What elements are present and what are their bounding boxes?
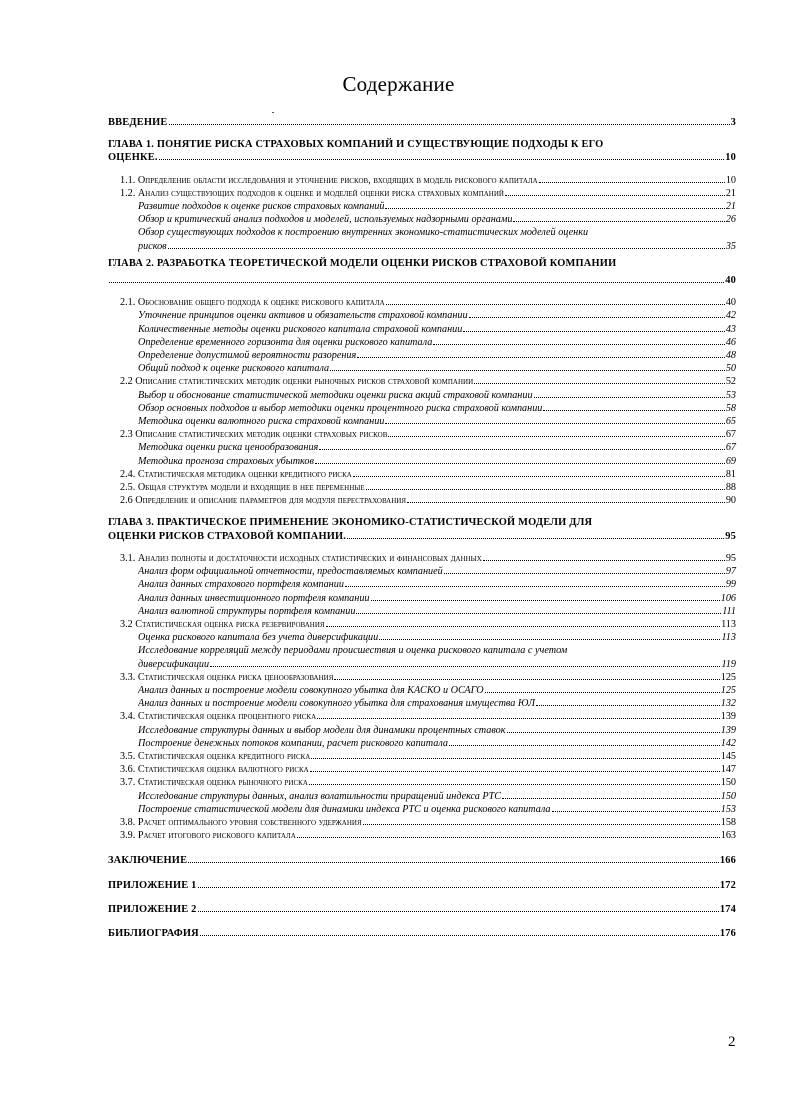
toc-section-1-1[interactable]: 1.1. Определение области исследования и уточнение рисков, входящих в модель рискового капитала 10: [120, 174, 736, 186]
toc-section-3-7[interactable]: 3.7. Статистическая оценка рыночного риска 150: [120, 777, 736, 789]
toc-subsection-1-2-b[interactable]: Обзор и критический анализ подходов и моделей, используемых надзорными органами 26: [138, 214, 736, 226]
toc-subsection-2-1-c[interactable]: Определение временного горизонта для оценки рискового капитала 46: [138, 336, 736, 348]
toc-subsection-3-4-a[interactable]: Исследование структуры данных и выбор модели для динамики процентных ставок 139: [138, 724, 736, 736]
toc-chapter-1-line1[interactable]: ГЛАВА 1. ПОНЯТИЕ РИСКА СТРАХОВЫХ КОМПАНИЙ И СУЩЕСТВУЮЩИЕ ПОДХОДЫ К ЕГО: [108, 139, 604, 151]
toc-section-2-6[interactable]: 2.6 Определение и описание параметров для модуля перестрахования 90: [120, 495, 736, 507]
toc-subsection-3-3-b[interactable]: Анализ данных и построение модели совокупного убытка для страхования имущества ЮЛ 132: [138, 698, 736, 710]
toc-subsection-2-1-d[interactable]: Определение допустимой вероятности разорения 48: [138, 350, 736, 362]
toc-subsection-2-1-a[interactable]: Уточнение принципов оценки активов и обязательств страховой компании 42: [138, 310, 736, 322]
toc-subsection-3-1-b[interactable]: Анализ данных страхового портфеля компании 99: [138, 579, 736, 591]
toc-section-3-1[interactable]: 3.1. Анализ полноты и достаточности исходных статистических и финансовых данных 95: [120, 552, 736, 564]
toc-subsection-3-7-b[interactable]: Построение статистической модели для динамики индекса РТС и оценка рискового капитала 153: [138, 803, 736, 815]
toc-entry-intro[interactable]: ВВЕДЕНИЕ 3: [108, 117, 736, 128]
toc-subsection-3-2-a[interactable]: Оценка рискового капитала без учета диверсификации 113: [138, 632, 736, 644]
toc-subsection-3-4-b[interactable]: Построение денежных потоков компании, расчет рискового капитала 142: [138, 737, 736, 749]
toc-subsection-3-1-d[interactable]: Анализ валютной структуры портфеля компании 111: [138, 605, 736, 617]
toc-section-2-4[interactable]: 2.4. Статистическая методика оценки кредитного риска 81: [120, 468, 736, 480]
toc-section-3-5[interactable]: 3.5. Статистическая оценка кредитного риска 145: [120, 750, 736, 762]
toc-section-3-3[interactable]: 3.3. Статистическая оценка риска ценообразования 125: [120, 671, 736, 683]
toc-subsection-2-3-a[interactable]: Методика оценки риска ценообразования 67: [138, 442, 736, 454]
toc-section-3-6[interactable]: 3.6. Статистическая оценка валютного риска 147: [120, 764, 736, 776]
toc-subsection-2-2-b[interactable]: Обзор основных подходов и выбор методики оценки процентного риска страховой компании 58: [138, 402, 736, 414]
toc-subsection-3-1-c[interactable]: Анализ данных инвестиционного портфеля компании 106: [138, 592, 736, 604]
toc-section-3-9[interactable]: 3.9. Расчет итогового рискового капитала 163: [120, 830, 736, 842]
toc-subsection-2-1-e[interactable]: Общий подход к оценке рискового капитала 50: [138, 363, 736, 375]
toc-subsection-2-1-b[interactable]: Количественные методы оценки рискового капитала страховой компании 43: [138, 323, 736, 335]
toc-section-2-2[interactable]: 2.2 Описание статистических методик оценки рыночных рисков страховой компании 52: [120, 376, 736, 388]
toc-section-2-1[interactable]: 2.1. Обоснование общего подхода к оценке рискового капитала 40: [120, 297, 736, 309]
toc-subsection-3-1-a[interactable]: Анализ форм официальной отчетности, предоставляемых компанией 97: [138, 566, 736, 578]
toc-entry-bibliography[interactable]: БИБЛИОГРАФИЯ 176: [108, 927, 736, 939]
table-of-contents: [108, 112, 736, 940]
toc-section-3-4[interactable]: 3.4. Статистическая оценка процентного риска 139: [120, 711, 736, 723]
toc-section-3-8[interactable]: 3.8. Расчет оптимального уровня собственного удержания 158: [120, 816, 736, 828]
toc-section-1-2[interactable]: 1.2. Анализ существующих подходов к оценке и моделей оценки риска страховых компаний 21: [120, 187, 736, 199]
toc-chapter-2[interactable]: 40: [108, 274, 736, 287]
toc-subsection-2-2-c[interactable]: Методика оценки валютного риска страховой компании 65: [138, 416, 736, 428]
toc-chapter-2-line1[interactable]: ГЛАВА 2. РАЗРАБОТКА ТЕОРЕТИЧЕСКОЙ МОДЕЛИ ОЦЕНКИ РИСКОВ СТРАХОВОЙ КОМПАНИИ: [108, 257, 617, 269]
toc-subsection-3-2-b-line1[interactable]: Исследование корреляций между периодами происшествия и оценка рискового капитала с учетом: [138, 645, 568, 657]
toc-chapter-3-line1[interactable]: ГЛАВА 3. ПРАКТИЧЕСКОЕ ПРИМЕНЕНИЕ ЭКОНОМИКО-СТАТИСТИЧЕСКОЙ МОДЕЛИ ДЛЯ: [108, 517, 593, 529]
toc-subsection-1-2-a[interactable]: Развитие подходов к оценке рисков страховых компаний 21: [138, 201, 736, 213]
toc-subsection-3-2-b[interactable]: диверсификации 119: [138, 658, 736, 670]
toc-section-2-5[interactable]: 2.5. Общая структура модели и входящие в нее переменные 88: [120, 482, 736, 494]
toc-entry-appendix-2[interactable]: ПРИЛОЖЕНИЕ 2 174: [108, 903, 736, 915]
page-title: Содержание: [342, 72, 455, 96]
toc-section-3-2[interactable]: 3.2 Статистическая оценка риска резервирования 113: [120, 618, 736, 630]
toc-subsection-1-2-c[interactable]: рисков 35: [138, 240, 736, 252]
toc-subsection-2-2-a[interactable]: Выбор и обоснование статистической методики оценки риска акций страховой компании 53: [138, 389, 736, 401]
toc-subsection-2-3-b[interactable]: Методика прогноза страховых убытков 69: [138, 455, 736, 467]
toc-entry-appendix-1[interactable]: ПРИЛОЖЕНИЕ 1 172: [108, 879, 736, 891]
toc-subsection-3-3-a[interactable]: Анализ данных и построение модели совокупного убытка для КАСКО и ОСАГО 125: [138, 684, 736, 696]
toc-chapter-3[interactable]: ОЦЕНКИ РИСКОВ СТРАХОВОЙ КОМПАНИИ. 95: [108, 530, 736, 542]
toc-subsection-3-7-a[interactable]: Исследование структуры данных, анализ волатильности приращений индекса РТС 150: [138, 790, 736, 802]
page-number: 2: [728, 1034, 736, 1050]
toc-entry-conclusion[interactable]: ЗАКЛЮЧЕНИЕ 166: [108, 855, 736, 867]
toc-subsection-1-2-c-line1[interactable]: Обзор существующих подходов к построению внутренних экономико-статистических моделей оценки: [138, 227, 589, 239]
toc-section-2-3[interactable]: 2.3 Описание статистических методик оценки страховых рисков 67: [120, 429, 736, 441]
toc-chapter-1[interactable]: ОЦЕНКЕ. 10: [108, 152, 736, 164]
